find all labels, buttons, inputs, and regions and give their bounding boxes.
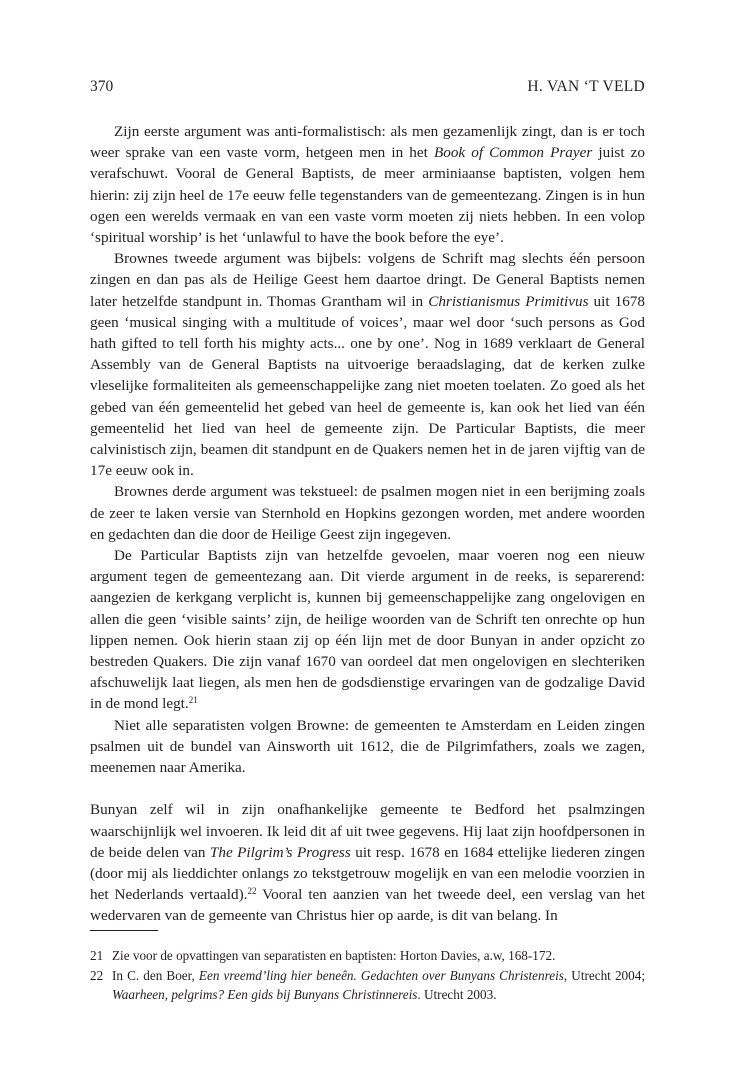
footnote-21	[90, 946, 645, 966]
running-header	[90, 78, 645, 100]
paragraph-text: Zijn eerste argument was anti-formalistisch: als men gezamenlijk zingt, dan is er toch weer sprake van een vaste vorm, hetgeen men in het	[90, 123, 645, 162]
book-title-italic: Waarheen, pelgrims? Een gids bij Bunyans Christinnereis	[112, 987, 418, 1002]
book-title-italic: Book of Common Prayer	[433, 144, 593, 162]
paragraph-text: Vooral ten aanzien van het tweede deel, een verslag van het wedervaren van de gemeente van Christus hier op aarde, is dit van belang. In	[90, 886, 646, 925]
book-title-italic: Christianismus Primitivus	[428, 292, 589, 310]
page-number: 370	[90, 78, 114, 95]
footnote-22	[90, 966, 645, 1005]
footnote-number: 22	[90, 967, 104, 983]
running-head-author: H. VAN ‘T VELD	[527, 78, 645, 95]
paragraph-3: Brownes derde argument was tekstueel: de psalmen mogen niet in een berijming zoals de zeer te laken versie van Sternhold en Hopkins gezongen worden, met andere woorden en gedachten dan die door de Heilige Geest zijn ingegeven.	[90, 483, 645, 543]
footnote-text: Zie voor de opvattingen van separatisten en baptisten: Horton Davies, a.w, 168-172.	[112, 948, 556, 963]
paragraph-text: Bunyan zelf wil in zijn onafhankelijke gemeente te Bedford het psalmzingen waarschijnlijk wel invoeren. Ik leid dit af uit twee gegevens. Hij laat zijn hoofdpersonen in de beide delen van	[90, 801, 645, 861]
paragraph-6	[90, 799, 645, 926]
footnote-text: , Utrecht 2004;	[563, 967, 645, 983]
paragraph-4	[90, 545, 645, 715]
paragraph-text: uit 1678 geen ‘musical singing with a multitude of voices’, maar wel door ‘such persons as God hath gifted to tell forth his mighty acts... one by one’. Nog in 1689 verklaart de General Assembly van de General Baptists na uitvoerige beraadslaging, dat de kerken zulke vleselijke formaliteiten als gemeenschappelijke zang niet moeten toelaten. Zo goed als het gebed van één gemeentelid het gebed van heel de gemeente is, kan ook het lied van één gemeentelid het lied van heel de gemeente zijn. De Particular Baptists, die meer calvinistisch zijn, beamen dit standpunt en de Quakers nemen het in de jaren vijftig van de 17e eeuw ook in.	[90, 292, 645, 480]
paragraph-text: Brownes tweede argument was bijbels: volgens de Schrift mag slechts één persoon zingen en dan pas als de Heilige Geest hem daartoe dringt. De General Baptists nemen later hetzelfde standpunt in. Thomas Grantham wil in	[90, 250, 645, 310]
paragraph-2	[90, 248, 645, 481]
footnote-text: In C. den Boer,	[112, 967, 199, 983]
paragraph-text: uit resp. 1678 en 1684 ettelijke liederen zingen (door mij als lieddichter onlangs zo tekstgetrouw mogelijk en van een melodie voorzien in het Nederlands vertaald).	[90, 843, 646, 904]
paragraph-text: juist zo verafschuwt. Vooral de General Baptists, de meer arminiaanse baptisten, volgen hem hierin: zij zijn heel de 17e eeuw felle tegenstanders van de gemeentezang. Zingen is in hun ogen een werelds vermaak en van een vaste vorm moeten zij niets hebben. In een volop ‘spiritual worship’ is het ‘unlawful to have the book before the eye’.	[90, 144, 645, 247]
footnote-separator	[90, 930, 158, 931]
paragraph-5: Niet alle separatisten volgen Browne: de gemeenten te Amsterdam en Leiden zingen psalmen uit de bundel van Ainsworth uit 1612, die de Pilgrimfathers, zoals we zagen, meenemen naar Amerika.	[90, 716, 645, 777]
book-title-italic: Een vreemd’ling hier beneên. Gedachten over Bunyans Christenreis	[198, 967, 564, 983]
body-text	[90, 121, 645, 927]
paragraph-text: De Particular Baptists zijn van hetzelfde gevoelen, maar voeren nog een nieuw argument tegen de gemeentezang aan. Dit vierde argument in de reeks, is separerend: aangezien de kerkgang verplicht is, kunnen bij gemeenschappelijke zang ongelovigen en allen die geen ‘visible saints’ zijn, de heilige woorden van de Schrift ten onrechte op hun lippen nemen. Ook hierin staan zij op één lijn met de door Bunyan in ander opzicht zo bestreden Quakers. Die zijn vanaf 1670 van oordeel dat men ongelovigen en slechteriken afschuwelijk laat liegen, als men hen de godsdienstige ervaringen van de godzalige David in de mond legt.	[90, 547, 645, 713]
footnote-number: 21	[90, 948, 104, 963]
paragraph-1	[90, 121, 645, 248]
footnote-text: . Utrecht 2003.	[417, 987, 497, 1002]
book-title-italic: The Pilgrim’s Progress	[209, 843, 351, 861]
footnotes	[90, 946, 645, 1005]
footnote-reference-22[interactable]: 22	[247, 886, 257, 897]
footnote-reference-21[interactable]: 21	[188, 695, 198, 706]
